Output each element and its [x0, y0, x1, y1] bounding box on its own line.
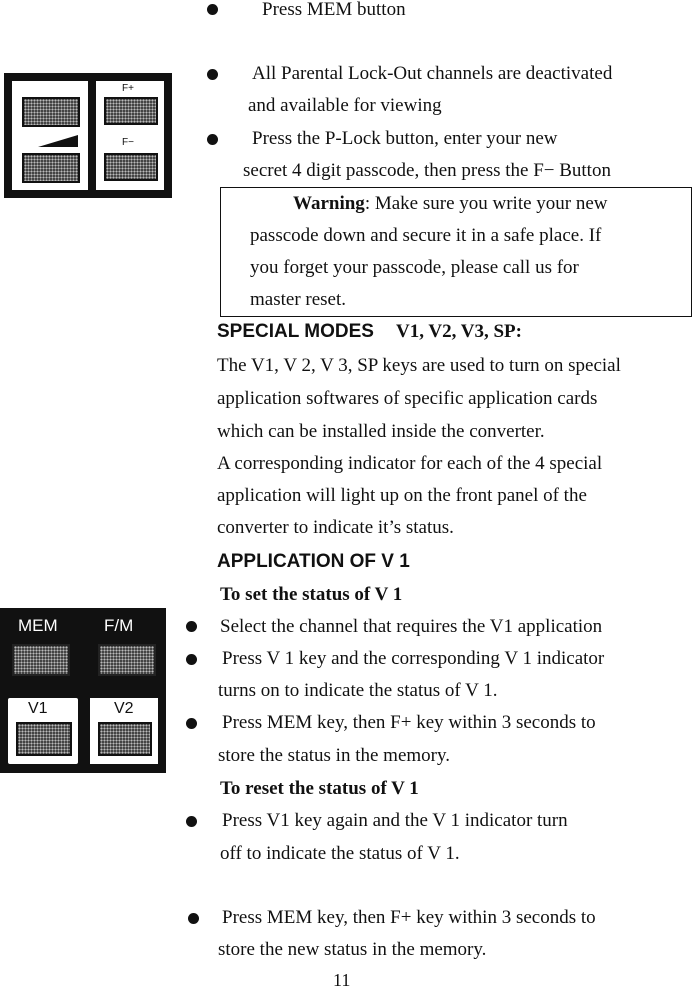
- fm-key: [98, 644, 156, 676]
- v2-key-frame: [88, 696, 160, 766]
- v1-label: V1: [28, 700, 48, 717]
- remote-keypad-illustration-2: [0, 608, 166, 773]
- bullet: [186, 816, 197, 827]
- bullet: [207, 69, 218, 80]
- reset-status-title: To reset the status of V 1: [220, 778, 419, 799]
- special-para-line: application softwares of specific application cards: [217, 388, 598, 409]
- f-minus-label: F−: [122, 137, 134, 148]
- special-para-line: A corresponding indicator for each of the 4 special: [217, 453, 603, 474]
- v2-label: V2: [114, 700, 134, 717]
- warning-text-1: : Make sure you write your new: [364, 193, 608, 214]
- set-status-title: To set the status of V 1: [220, 584, 403, 605]
- warning-line-3: you forget your passcode, please call us for: [250, 257, 579, 278]
- left-key-frame: [10, 79, 90, 192]
- mem-key: [12, 644, 70, 676]
- fm-label: F/M: [104, 616, 134, 635]
- ramp-icon: [38, 135, 78, 147]
- reset-step-2: Press MEM key, then F+ key within 3 seconds to: [222, 907, 596, 928]
- mem-label: MEM: [18, 616, 58, 635]
- special-para-line: The V1, V 2, V 3, SP keys are used to turn on special: [217, 355, 621, 376]
- warning-label: Warning: [293, 193, 365, 214]
- bullet: [207, 4, 218, 15]
- f-plus-label: F+: [122, 83, 134, 94]
- v1-key-frame: [6, 696, 80, 766]
- page-number: 11: [333, 970, 351, 990]
- bullet: [207, 134, 218, 145]
- special-para-line: which can be installed inside the converter.: [217, 421, 545, 442]
- warning-line-1: [293, 188, 608, 220]
- key-button: [22, 153, 80, 183]
- bullet: [188, 913, 199, 924]
- instruction-plock: Press the P-Lock button, enter your new: [252, 128, 558, 149]
- remote-keypad-illustration-1: [4, 73, 172, 198]
- instruction-deactivated: All Parental Lock-Out channels are deactivated: [252, 63, 613, 84]
- set-step-3: Press MEM key, then F+ key within 3 seconds to: [222, 712, 596, 733]
- bullet: [186, 654, 197, 665]
- instruction-deactivated-cont: and available for viewing: [248, 95, 442, 116]
- reset-step-1-cont: off to indicate the status of V 1.: [220, 843, 460, 864]
- set-step-1: Select the channel that requires the V1 application: [220, 616, 603, 637]
- reset-step-2-cont: store the new status in the memory.: [218, 939, 487, 960]
- key-button: [22, 97, 80, 127]
- special-modes-heading: [217, 316, 522, 348]
- special-modes-title: SPECIAL MODES: [217, 321, 374, 342]
- application-heading: APPLICATION OF V 1: [217, 551, 410, 572]
- bullet: [186, 718, 197, 729]
- f-minus-key: [104, 153, 158, 181]
- instruction-plock-cont: secret 4 digit passcode, then press the F− Button: [243, 160, 611, 181]
- special-para-line: converter to indicate it’s status.: [217, 517, 454, 538]
- bullet: [186, 621, 197, 632]
- reset-step-1: Press V1 key again and the V 1 indicator turn: [222, 810, 568, 831]
- set-step-2-cont: turns on to indicate the status of V 1.: [218, 680, 498, 701]
- special-para-line: application will light up on the front panel of the: [217, 485, 587, 506]
- set-step-2: Press V 1 key and the corresponding V 1 indicator: [222, 648, 605, 669]
- right-key-frame: [94, 79, 166, 192]
- set-step-3-cont: store the status in the memory.: [218, 745, 450, 766]
- warning-line-4: master reset.: [250, 289, 347, 310]
- v2-key: [98, 722, 152, 756]
- warning-line-2: passcode down and secure it in a safe place. If: [250, 225, 602, 246]
- v1-key: [16, 722, 72, 756]
- f-plus-key: [104, 97, 158, 125]
- special-modes-keys: V1, V2, V3, SP:: [395, 321, 522, 342]
- instruction-press-mem: Press MEM button: [262, 0, 406, 20]
